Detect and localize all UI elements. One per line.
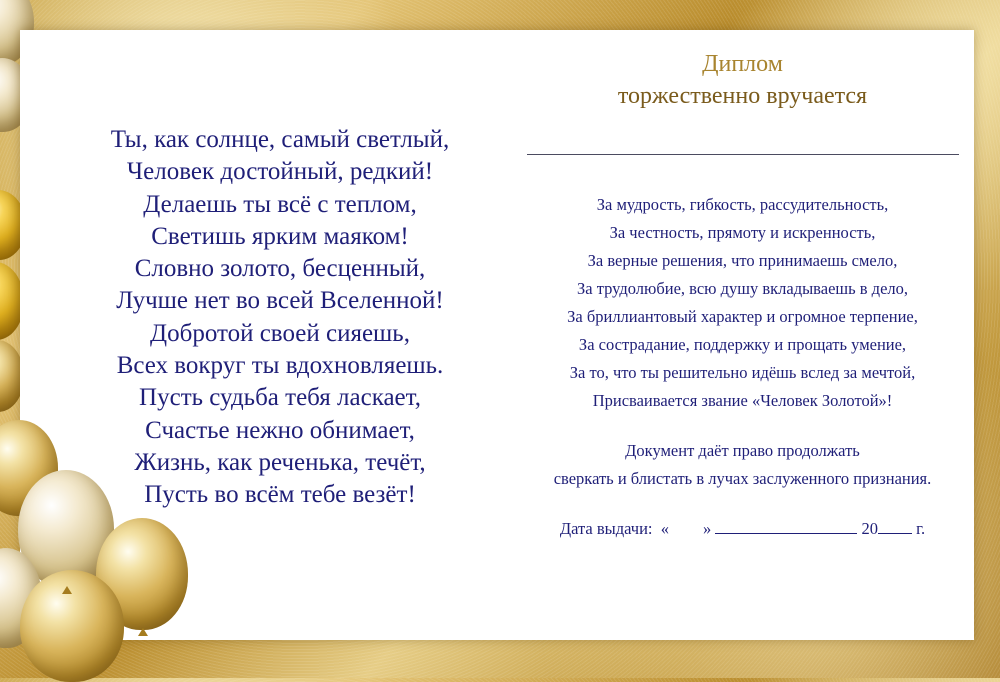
recipient-name-line (527, 154, 959, 155)
poem-line: Счастье нежно обнимает, (145, 416, 415, 444)
rights-line: сверкать и блистать в лучах заслуженного признания. (553, 469, 932, 488)
poem-line: Пусть во всём тебе везёт! (144, 481, 416, 509)
reason-line: За честность, прямоту и искренность, (609, 223, 876, 242)
diploma-section (525, 48, 960, 543)
diploma-rights (525, 437, 960, 493)
diploma-subtitle: торжественно вручается (617, 83, 868, 109)
reason-line: За трудолюбие, всю душу вкладываешь в дело, (576, 279, 908, 298)
issue-date-label: Дата выдачи: (559, 519, 653, 538)
rights-line: Документ даёт право продолжать (625, 441, 860, 460)
year-prefix: 20 (861, 519, 878, 538)
reason-line: Присваивается звание «Человек Золотой»! (592, 391, 893, 410)
poem-line: Добротой своей сияешь, (150, 319, 410, 347)
issue-date (525, 515, 960, 543)
year-suffix: г. (916, 519, 926, 538)
congratulation-poem (90, 124, 470, 512)
reason-line: За мудрость, гибкость, рассудительность, (596, 195, 889, 214)
poem-line: Человек достойный, редкий! (126, 158, 434, 186)
close-quote: » (703, 519, 712, 538)
poem-line: Ты, как солнце, самый светлый, (110, 126, 450, 153)
month-blank (715, 517, 857, 534)
day-blank (669, 518, 703, 534)
reason-line: За бриллиантовый характер и огромное терпение, (567, 307, 918, 326)
reason-line: За верные решения, что принимаешь смело, (587, 251, 898, 270)
poem-line: Светишь ярким маяком! (151, 222, 409, 250)
poem-line: Лучше нет во всей Вселенной! (116, 287, 444, 315)
poem-line: Жизнь, как реченька, течёт, (134, 448, 426, 476)
year-blank (878, 517, 912, 534)
poem-line: Делаешь ты всё с теплом, (143, 190, 417, 218)
balloon-decoration (20, 570, 124, 682)
poem-line: Пусть судьба тебя ласкает, (139, 384, 421, 412)
reason-line: За сострадание, поддержку и прощать умение, (578, 335, 907, 354)
reason-line: За то, что ты решительно идёшь вслед за мечтой, (569, 363, 916, 382)
open-quote: « (660, 519, 669, 538)
diploma-title: Диплом (702, 51, 783, 77)
diploma-reasons (525, 191, 960, 415)
poem-line: Словно золото, бесценный, (134, 255, 426, 283)
poem-line: Всех вокруг ты вдохновляешь. (116, 352, 444, 380)
